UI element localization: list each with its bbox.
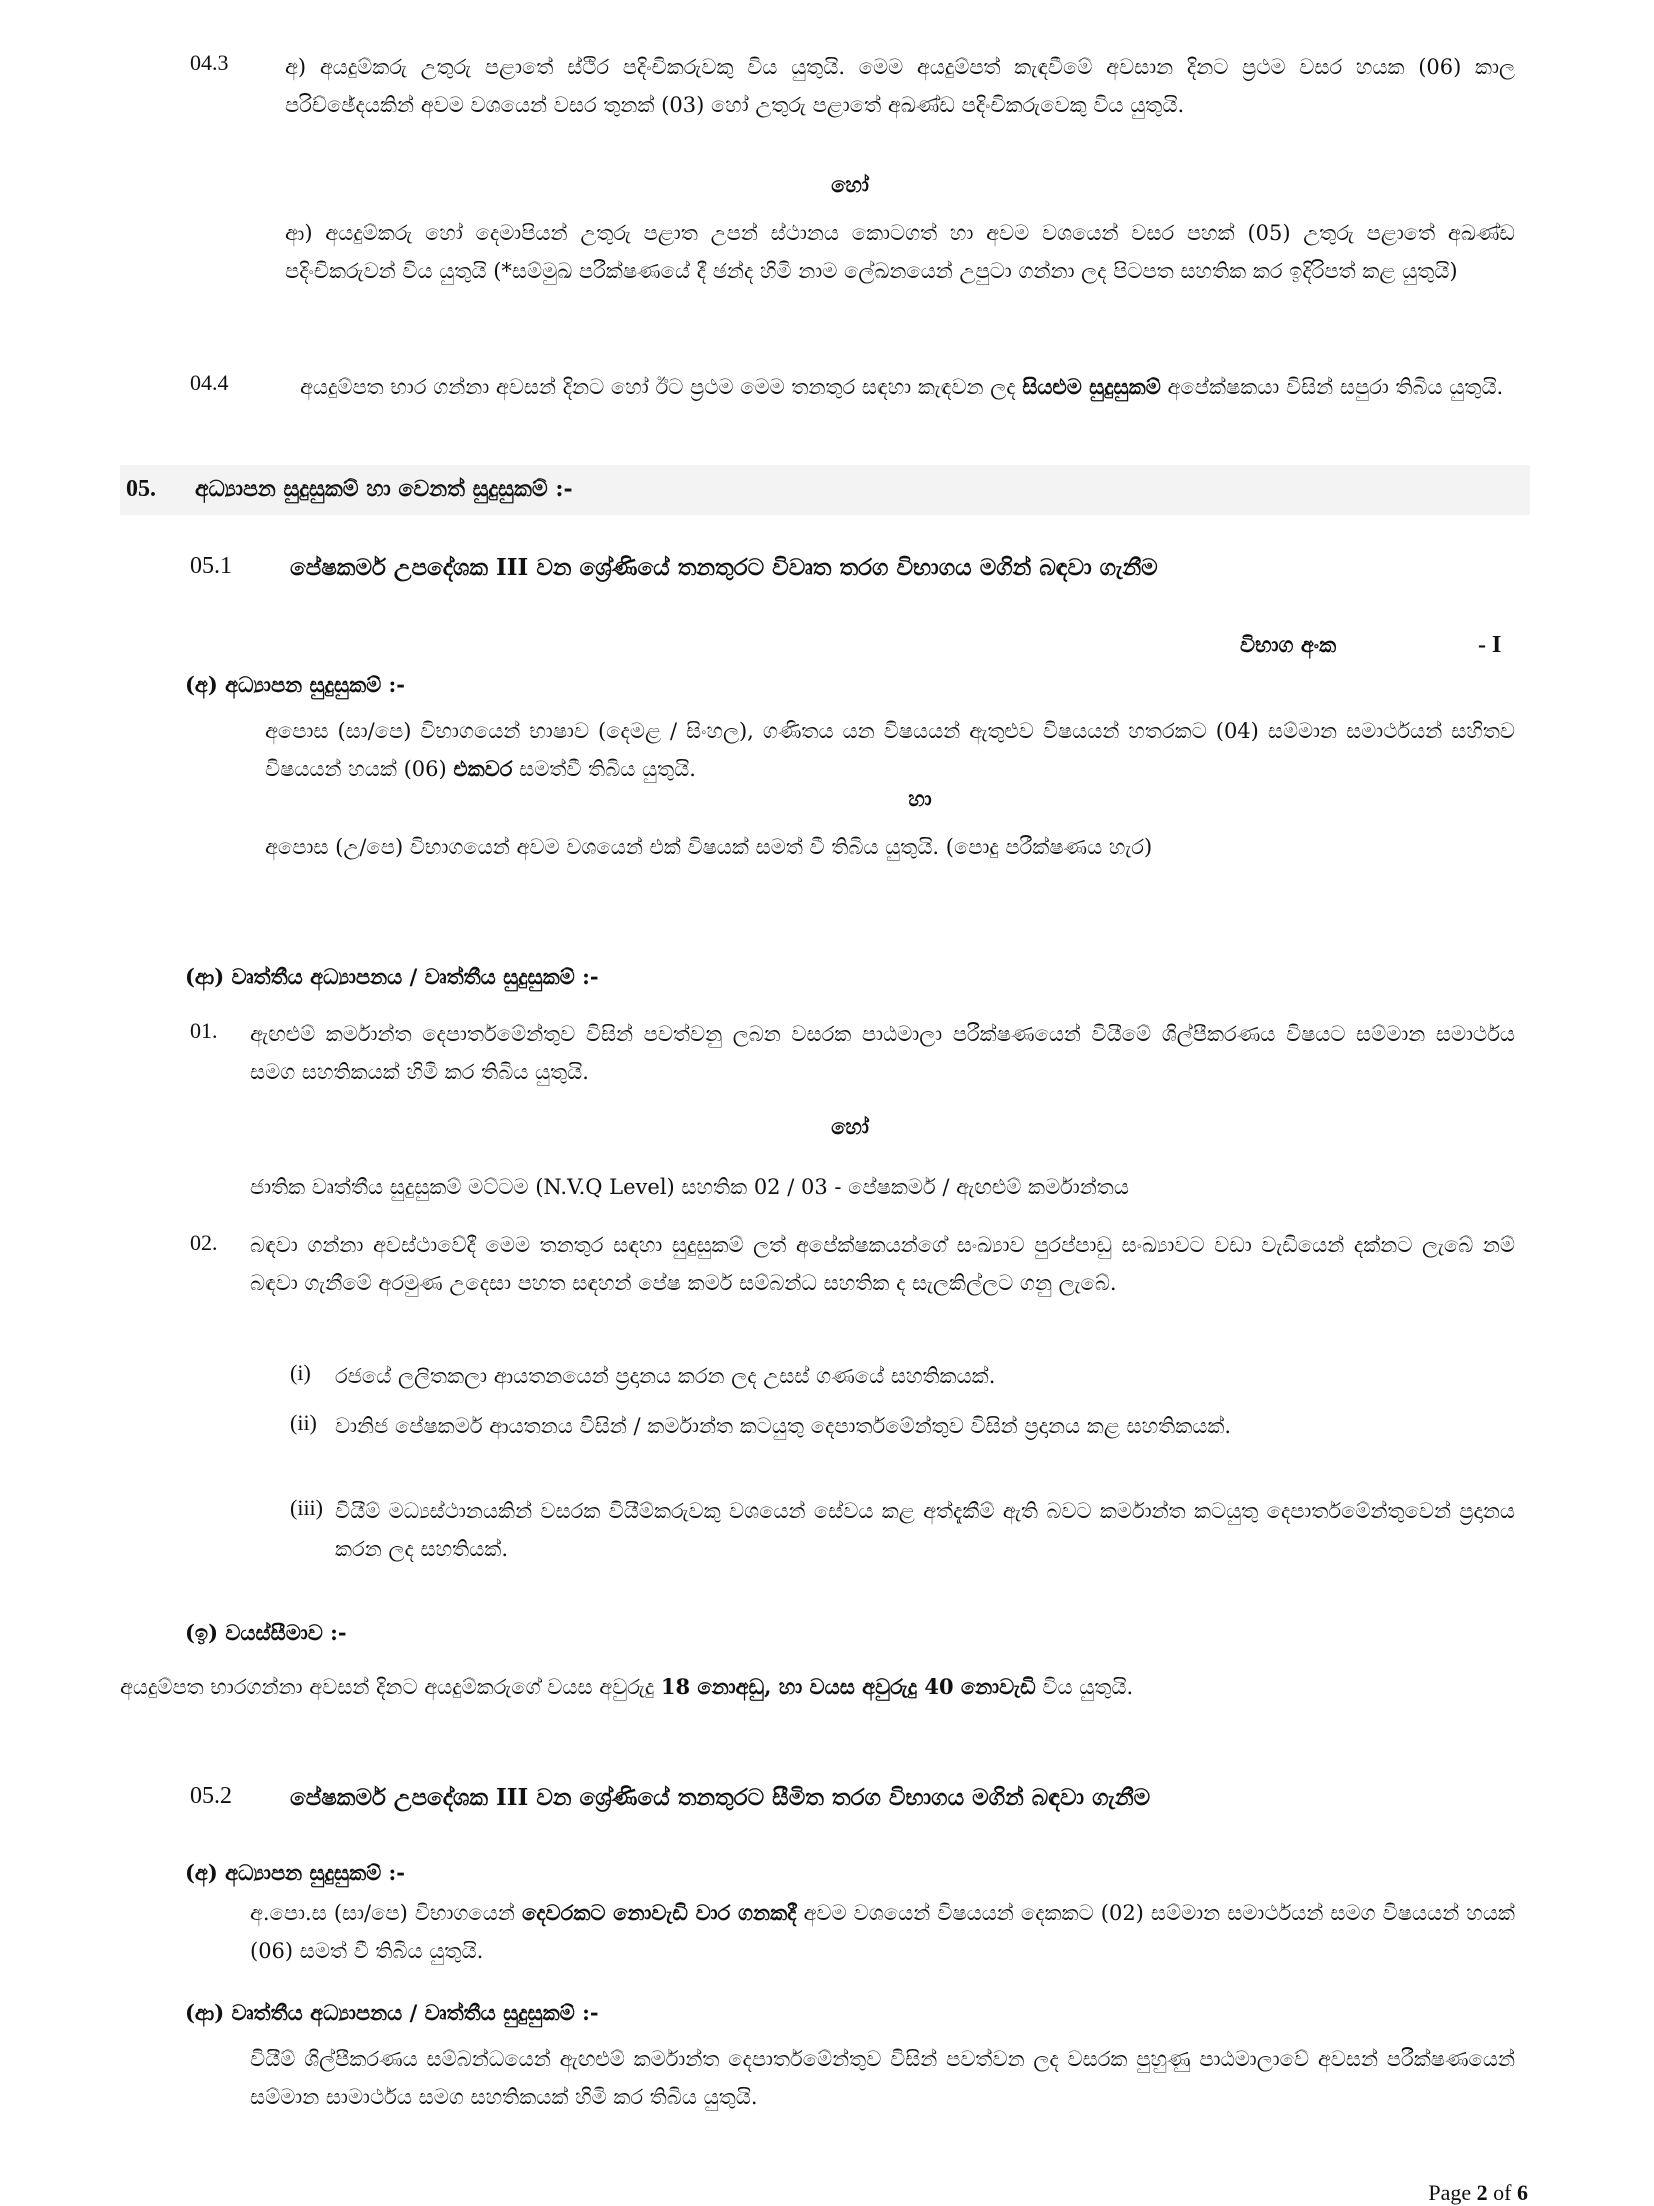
section-number: 04.3	[190, 50, 229, 75]
section-number: 05.2	[190, 1783, 232, 1809]
bold-text: දෙවරකට නොවැඩි වාර ගනකදී	[521, 1900, 797, 1925]
exam-number: - I	[1478, 632, 1502, 658]
subheading: (ආ) වෘත්තීය අධ්‍යාපනය / වෘත්තීය සුදුසුකම් :-	[185, 2000, 599, 2025]
text: අවම වශයෙන් විෂයයන් දෙකකට (02) සම්මාන සමාර්ථයන් සමග විෂයයන් හයක් (06) සමත් වී තිබිය යුතුයි.	[250, 1901, 1515, 1963]
page-prefix: Page	[1428, 2180, 1477, 2205]
page-number: 2	[1476, 2180, 1488, 2205]
bold-text: 18 නොඅඩු, හා වයස අවුරුදු 40 නොවැඩි	[660, 1674, 1036, 1699]
page-footer	[1428, 2180, 1528, 2206]
paragraph	[250, 1894, 1515, 1970]
text: අයදුම්පත භාරගන්නා අවසන් දිනට අයදුම්කරුගේ වයස අවුරුදු	[120, 1675, 655, 1699]
exam-label: විභාග අංක	[1240, 632, 1337, 657]
list-number: 01.	[190, 1018, 218, 1043]
and-separator: හා	[908, 786, 932, 811]
nvq-line: ජාතික වෘත්තීය සුදුසුකම් මට්ටම (N.V.Q Level) සහතික 02 / 03 - පේෂකර්ම / ඇඟළුම් කර්මාන්තය	[250, 1175, 1129, 1199]
paragraph	[120, 1668, 1515, 1706]
or-separator: හෝ	[831, 1114, 869, 1139]
section-title: පේෂකර්ම උපදේශක III වන ශ්‍රේණියේ තනතුරට සීමිත තරග විභාගය මගින් බඳවා ගැනීම	[290, 1784, 1151, 1811]
page-of: of	[1487, 2180, 1517, 2205]
subheading: (අ) අධ්‍යාපන සුදුසුකම් :-	[185, 1860, 405, 1885]
text: අපොස (සා/පෙ) විභාගයෙන් භාෂාව (දෙමළ / සිංහල), ගණිතය යන විෂයයන් ඇතුළුව විෂයයන් හතරකට (04) සම්මාන සමාර්ථයන් සහිතව විෂයයන් හයක් (06)	[265, 719, 1515, 781]
or-separator: හෝ	[831, 172, 869, 197]
section-number: 05.1	[190, 553, 232, 579]
list-item: ඇඟළුම් කර්මාන්ත දෙපාර්තමේන්තුව විසින් පවත්වනු ලබන වසරක පාඨමාලා පරීක්ෂණයෙන් වියීමේ ශිල්පීකරණය විෂයට සම්මාන සමාර්ථය සමග සහතිකයක් හිමි කර තිබිය යුතුයි.	[250, 1022, 1515, 1084]
text: අයදුම්පත භාර ගන්නා අවසන් දිනට හෝ ඊට ප්‍රථම මෙම තනතුර සඳහා කැඳවන ලද	[300, 375, 1016, 399]
paragraph	[265, 712, 1515, 788]
text: අ.පො.ස (සා/පෙ) විභාගයෙන්	[250, 1901, 515, 1925]
list-number: 02.	[190, 1230, 218, 1255]
sublist-item: රජයේ ලලිතකලා ආයතනයෙන් ප්‍රදානය කරන ලද උසස් ගණයේ සහතිකයක්.	[335, 1364, 996, 1388]
paragraph: ආ) අයදුම්කරු හෝ දෙමාපියන් උතුරු පළාත උපන් ස්ථානය කොටගත් හා අවම වශයෙන් වසර පහක් (05) උතුරු පළාතේ අඛණ්ඩ පදිංචිකරුවන් විය යුතුයි (*සම්මුඛ පරීක්ෂණයේ දී ඡන්ද හිමි නාම ලේඛනයෙන් උපුටා ගන්නා ලද පිටපත සහතික කර ඉදිරිපත් කළ යුතුයි)	[285, 221, 1515, 283]
section-title: පේෂකර්ම උපදේශක III වන ශ්‍රේණියේ තනතුරට විවෘත තරග විභාගය මගින් බඳවා ගැනීම	[290, 554, 1158, 581]
bold-text: එකවර	[453, 756, 513, 781]
section-title: අධ්‍යාපන සුදුසුකම් හා වෙනත් සුදුසුකම් :-	[195, 476, 573, 502]
paragraph	[300, 368, 1515, 406]
text: විය යුතුයි.	[1042, 1675, 1134, 1699]
page-total: 6	[1517, 2180, 1528, 2205]
sublist-item: වානිජ පේෂකර්ම ආයතනය විසින් / කර්මාන්ත කටයුතු දෙපාර්තමේන්තුව විසින් ප්‍රදානය කළ සහතිකයක්.	[335, 1414, 1232, 1438]
paragraph: අ) අයදුම්කරු උතුරු පළාතේ ස්ථිර පදිංචිකරුවකු විය යුතුයි. මෙම අයදුම්පත් කැඳවීමේ අවසාන දිනට ප්‍රථම වසර හයක (06) කාල පරිච්ඡේදයකින් අවම වශයෙන් වසර තුනක් (03) හෝ උතුරු පළාතේ අඛණ්ඩ පදිංචිකරුවෙකු විය යුතුයි.	[285, 55, 1515, 117]
subheading: (ඉ) වයස්සීමාව :-	[185, 1620, 347, 1645]
sublist-label: (i)	[290, 1360, 311, 1385]
sublist-label: (ii)	[290, 1410, 317, 1435]
section-number: 05.	[126, 476, 156, 502]
paragraph: අපොස (උ/පෙ) විභාගයෙන් අවම වශයෙන් එක් විෂයක් සමත් වී තිබිය යුතුයි. (පොදු පරීක්ෂණය හැර)	[265, 835, 1153, 859]
bold-text: සියළුම සුදුසුකම්	[1022, 374, 1161, 399]
sublist-label: (iii)	[290, 1495, 323, 1520]
list-item: බඳවා ගන්නා අවස්ථාවේදී මෙම තනතුර සඳහා සුදුසුකම් ලත් අපේක්ෂකයන්ගේ සංඛ්‍යාව පුරප්පාඩු සංඛ්‍යාවට වඩා වැඩියෙන් දක්නට ලැබේ නම් බඳවා ගැනීමේ අරමුණ උදෙසා පහත සඳහන් පේෂ කර්ම සම්බන්ධ සහතික ද සැලකිල්ලට ගනු ලැබේ.	[250, 1233, 1515, 1295]
paragraph: වියීම් ශිල්පීකරණය සම්බන්ධයෙන් ඇඟළුම් කර්මාන්ත දෙපාර්තමේන්තුව විසින් පවත්වන ලද වසරක පුහුණු පාඨමාලාවේ අවසන් පරීක්ෂණයෙන් සම්මාන සාමාර්ථය සමග සහතිකයක් හිමි කර තිබිය යුතුයි.	[250, 2047, 1515, 2109]
section-number: 04.4	[190, 370, 229, 395]
text: අපේක්ෂකයා විසින් සපුරා තිබිය යුතුයි.	[1167, 375, 1504, 399]
subheading: (ආ) වෘත්තීය අධ්‍යාපනය / වෘත්තීය සුදුසුකම් :-	[185, 964, 599, 989]
subheading: (අ) අධ්‍යාපන සුදුසුකම් :-	[185, 672, 405, 697]
text: සමත්වී තිබිය යුතුයි.	[519, 757, 696, 781]
sublist-item: වියීම් මධ්‍යස්ථානයකින් වසරක වියීම්කරුවකු වශයෙන් සේවය කළ අත්දැකීම් ඇති බවට කර්මාන්ත කටයුතු දෙපාර්තමේන්තුවෙන් ප්‍රදානය කරන ලද සහතියක්.	[335, 1499, 1515, 1561]
